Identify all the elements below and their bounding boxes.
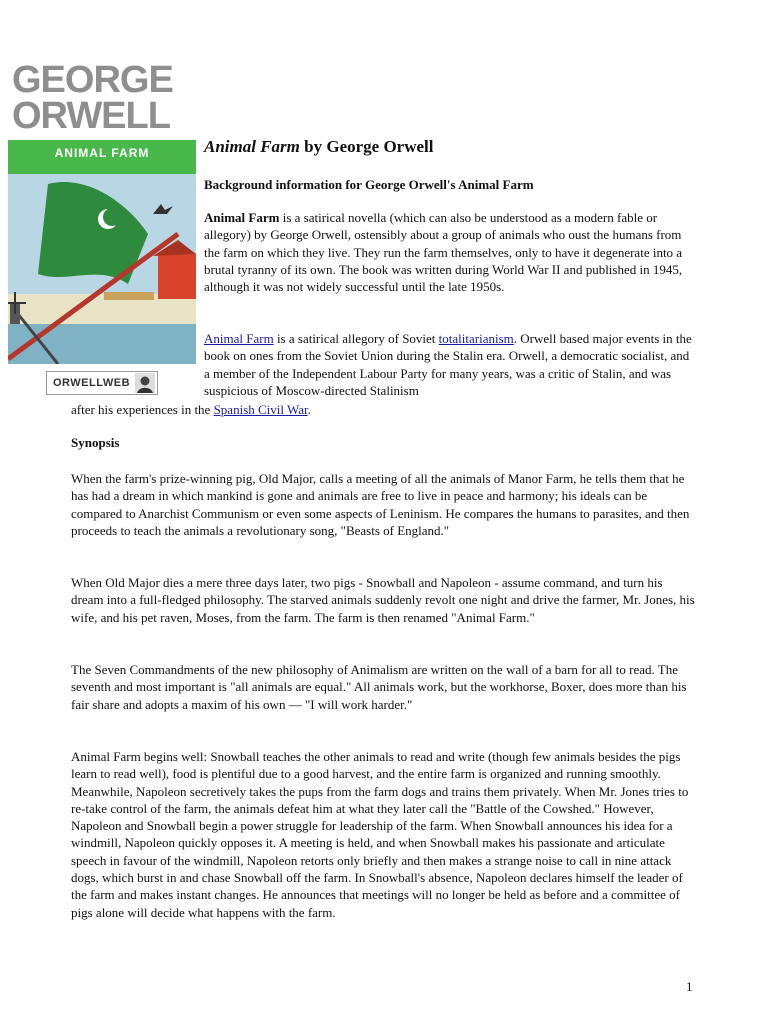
title-author-text: by George Orwell — [299, 137, 434, 156]
intro-p2b-text2: . — [307, 402, 311, 417]
cover-author-line1: GEORGE — [12, 59, 173, 101]
badge-text: ORWELLWEB — [53, 377, 131, 389]
document-subtitle: Background information for George Orwell's Animal Farm — [204, 177, 534, 192]
synopsis-paragraph: When Old Major dies a mere three days later, two pigs - Snowball and Napoleon - assume command, and turn his dream into a full-fledged philosophy. The starved animals suddenly revolt one night and drive the farmer, Mr. Jones, his wife, and his pet raven, Moses, from the farm. The farm is then renamed "Animal Farm." — [71, 575, 695, 625]
synopsis-paragraph: Animal Farm begins well: Snowball teaches the other animals to read and write (though few animals besides the pigs learn to read well), food is plentiful due to a good harvest, and the entire farm is organized and running smoothly. Meanwhile, Napoleon secretively takes the pups from the farm dogs and trains them privately. When Mr. Jones tries to re-take control of the farm, the animals defeat him at what they later call the "Battle of the Cowshed." However, Napoleon and Snowball begin a power struggle for leadership of the farm. When Snowball announces his idea for a windmill, Napoleon quickly opposes it. A meeting is held, and when Snowball makes his passionate and articulate speech in favour of the windmill, Napoleon retorts only briefly and then makes a strange noise to call in nine attack dogs, which burst in and chase Snowball off the farm. In Snowball's absence, Napoleon declares himself the leader of the farm and makes instant changes. He announces that meetings will no longer be held as before and a committee of pigs alone will decide what happens with the farm. — [71, 749, 689, 920]
spanish-civil-war-link[interactable]: Spanish Civil War — [213, 402, 308, 417]
portrait-icon — [135, 373, 155, 393]
intro-p1-text: is a satirical novella (which can also be understood as a modern fable or allegory) by George Orwell, ostensibly about a group of animals who oust the humans from the farm on which they live. They run the farm themselves, only to have it degenerate into a brutal tyranny of its own. The book was written during World War II and published in 1945, although it was not widely successful until the late 1950s. — [204, 210, 683, 295]
book-cover-image — [8, 54, 196, 364]
cover-illustration — [8, 174, 196, 364]
title-book-name: Animal Farm — [204, 137, 300, 156]
cover-title: ANIMAL FARM — [54, 146, 150, 160]
intro-paragraph-2-continued — [71, 401, 698, 418]
animal-farm-link[interactable]: Animal Farm — [204, 331, 274, 346]
synopsis-paragraph: The Seven Commandments of the new philosophy of Animalism are written on the wall of a barn for all to read. The seventh and most important is "all animals are equal." All animals work, but the workhorse, Boxer, does more than his fair share and adopts a maxim of his own — "I will work harder." — [71, 662, 687, 712]
intro-paragraph-1 — [204, 209, 698, 295]
orwellweb-badge[interactable] — [46, 371, 158, 395]
document-title — [204, 137, 434, 157]
intro-paragraph-2 — [204, 330, 698, 399]
synopsis-paragraph: When the farm's prize-winning pig, Old Major, calls a meeting of all the animals of Manor Farm, he tells them that he has had a dream in which mankind is gone and animals are free to live in peace and harmony; his ideals can be compared to Anarchist Communism or even some aspects of Leninism. He compares the humans to parasites, and then proceeds to teach the animals a revolutionary song, "Beasts of England." — [71, 471, 690, 538]
page-number: 1 — [686, 979, 693, 994]
synopsis-heading: Synopsis — [71, 435, 120, 450]
cover-author-line2: ORWELL — [12, 95, 170, 137]
intro-p2b-text1: after his experiences in the — [71, 402, 214, 417]
cover-author — [12, 59, 196, 137]
intro-p2-text1: is a satirical allegory of Soviet — [273, 331, 439, 346]
totalitarianism-link[interactable]: totalitarianism — [438, 331, 514, 346]
intro-p2-text2: . Orwell based major events in the book on ones from the Soviet Union during the Stalin era. Orwell, a democratic socialist, and a member of the Independent Labour Party for many years, was a critic of Stalin, and was suspicious of Moscow-directed Stalinism — [204, 331, 692, 398]
intro-bold-title: Animal Farm — [204, 210, 280, 225]
